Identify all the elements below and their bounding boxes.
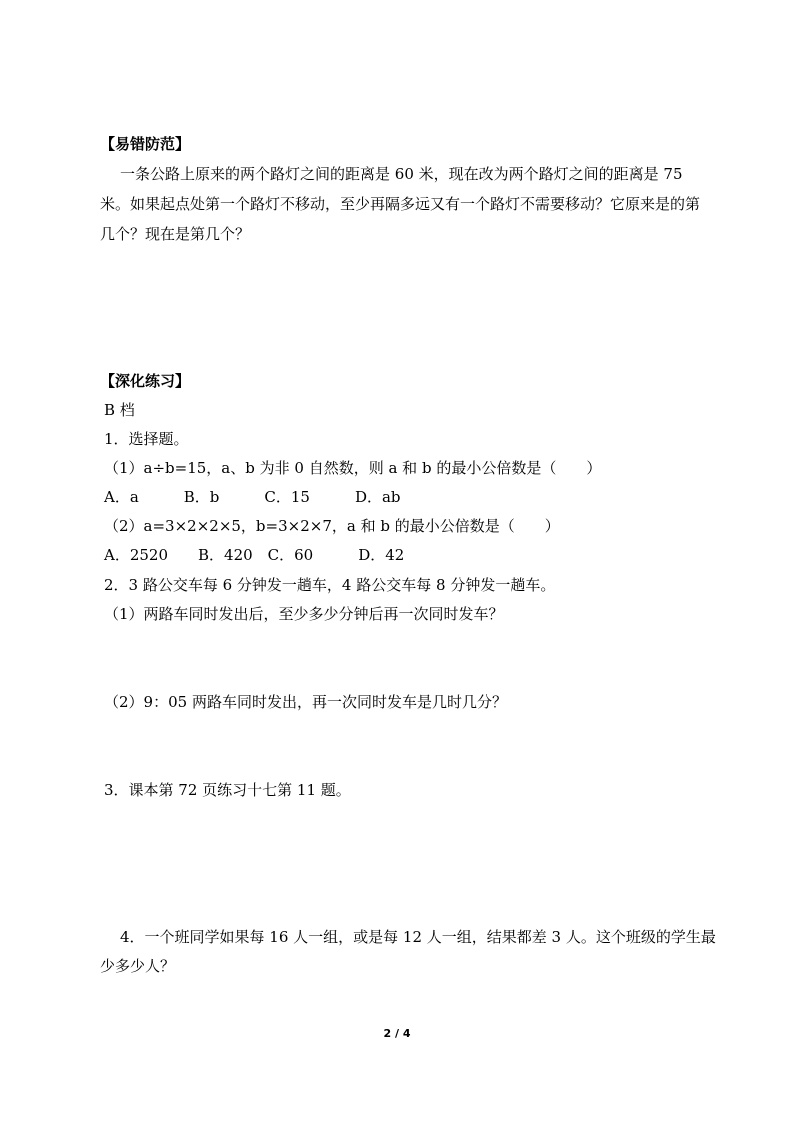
question-4-line-1: 4．一个班同学如果每 16 人一组，或是每 12 人一组，结果都差 3 人。这个班级的学生最	[120, 928, 716, 946]
paragraph-line-3: 几个？现在是第几个？	[100, 225, 251, 243]
question-1-sub-1: （1）a÷b=15，a、b 为非 0 自然数，则 a 和 b 的最小公倍数是（ ）	[104, 459, 602, 477]
question-4-line-2: 少多少人？	[100, 957, 176, 975]
paragraph-line-1: 一条公路上原来的两个路灯之间的距离是 60 米，现在改为两个路灯之间的距离是 75	[120, 165, 683, 183]
question-1-sub-1-options: A．a B．b C．15 D．ab	[104, 488, 401, 506]
section-heading-deepening-practice: 【深化练习】	[100, 372, 191, 390]
page-number: 2 / 4	[383, 1027, 411, 1040]
question-3: 3．课本第 72 页练习十七第 11 题。	[104, 781, 351, 799]
question-2-title: 2．3 路公交车每 6 分钟发一趟车，4 路公交车每 8 分钟发一趟车。	[104, 576, 556, 594]
question-1-sub-2: （2）a=3×2×2×5，b=3×2×7，a 和 b 的最小公倍数是（ ）	[104, 517, 560, 535]
question-2-sub-1: （1）两路车同时发出后，至少多少分钟后再一次同时发车？	[104, 605, 504, 623]
section-heading-error-prevention: 【易错防范】	[100, 135, 191, 153]
question-2-sub-2: （2）9：05 两路车同时发出，再一次同时发车是几时几分？	[104, 693, 507, 711]
level-label: B 档	[104, 401, 135, 419]
question-1-title: 1．选择题。	[104, 430, 189, 448]
paragraph-line-2: 米。如果起点处第一个路灯不移动，至少再隔多远又有一个路灯不需要移动？它原来是的第	[100, 195, 701, 213]
question-1-sub-2-options: A．2520 B．420 C．60 D．42	[104, 546, 405, 564]
